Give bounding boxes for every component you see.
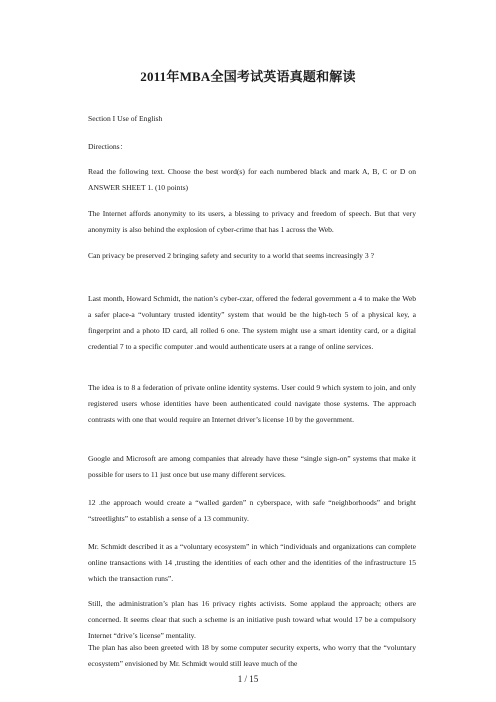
page-number: 1 / 15 (237, 674, 259, 684)
directions-text: Read the following text. Choose the best word(s) for each numbered black and mark A, B, C or D on ANSWER SHEET 1. (10 points) (88, 167, 416, 192)
paragraph-9: The plan has also been greeted with 18 by some computer security experts, who worry that the “voluntary ecosystem” envisioned by Mr. Schmidt would still leave much of the (88, 643, 416, 668)
paragraph-6: 12 .the approach would create a “walled garden” n cyberspace, with safe “neighborhoods” and bright “streetlights” to establish a sense of a 13 community. (88, 498, 416, 523)
paragraph-8: Still, the administration’s plan has 16 privacy rights activists. Some applaud the approach; others are concerned. It seems clear that such a scheme is an initiative push toward what would 17 be a compulsory Internet “drive’s license” mentality. (88, 599, 416, 640)
directions-label: Directions： (88, 142, 128, 151)
paragraph-1: The Internet affords anonymity to its users, a blessing to privacy and freedom of speech. But that very anonymity is also behind the explosion of cyber-crime that has 1 across the Web. (88, 209, 416, 234)
section-heading: Section I Use of English (88, 114, 163, 123)
paragraph-4: The idea is to 8 a federation of private online identity systems. User could 9 which system to join, and only registered users whose identities have been authenticated could navigate those systems. The approach contrasts with one that would require an Internet driver’s license 10 by the government. (88, 383, 416, 424)
paragraph-5: Google and Microsoft are among companies that already have these “single sign-on” systems that make it possible for users to 11 just once but use many different services. (88, 454, 416, 479)
paragraph-7: Mr. Schmidt described it as a “voluntary ecosystem” in which “individuals and organizations can complete online transactions with 14 ,trusting the identities of each other and the identities of the infrastructure 15 which the transaction runs”. (88, 542, 416, 583)
document-title: 2011年MBA全国考试英语真题和解读 (140, 69, 356, 84)
paragraph-3: Last month, Howard Schmidt, the nation’s cyber-czar, offered the federal government a 4 to make the Web a safer place-a “voluntary trusted identity” system that would be the high-tech 5 of a physical key, a fingerprint and a photo ID card, all rolled 6 one. The system might use a smart identity card, or a digital credential 7 to a specific computer .and would authenticate users at a range of online services. (88, 294, 416, 351)
paragraph-2: Can privacy be preserved 2 bringing safety and security to a world that seems increasingly 3 ? (88, 251, 374, 260)
